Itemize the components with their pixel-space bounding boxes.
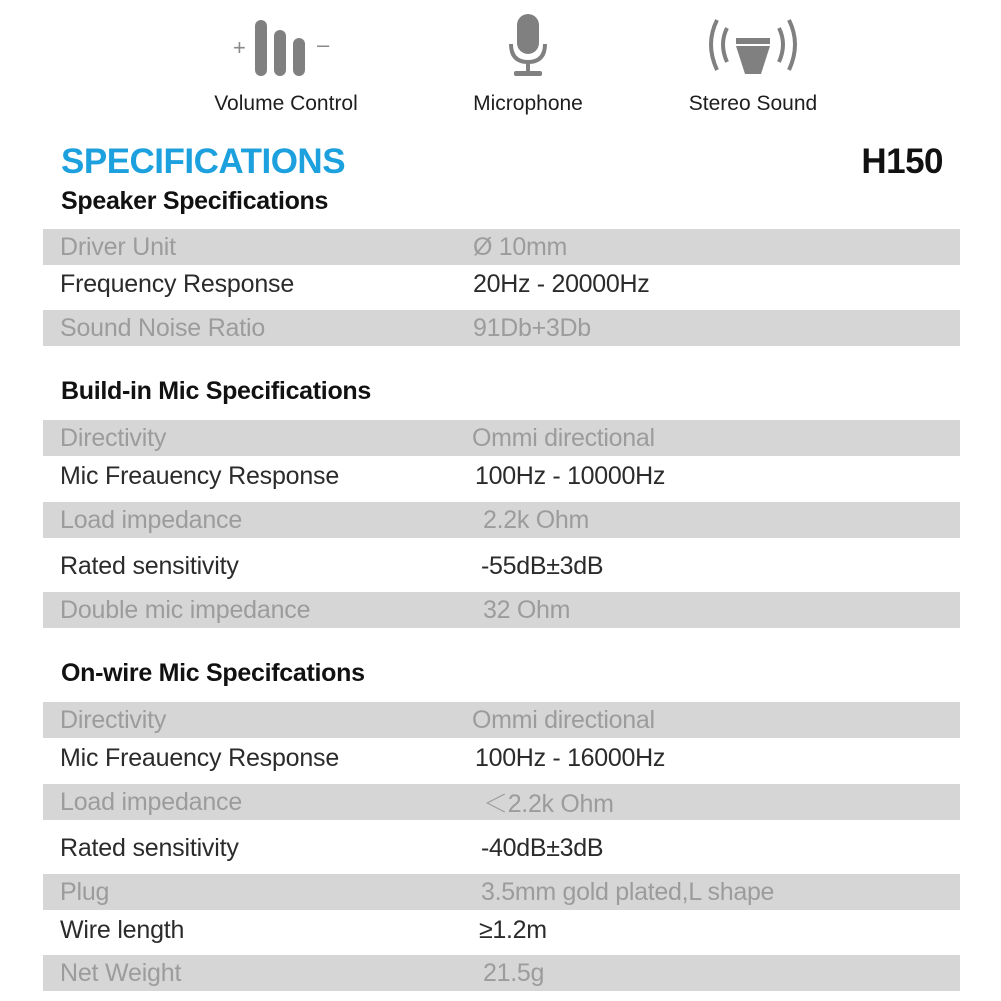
spec-key: Directivity [60, 705, 167, 734]
spec-key: Net Weight [60, 958, 182, 987]
spec-key: Load impedance [60, 787, 243, 816]
spec-row [43, 874, 960, 910]
spec-key: Frequency Response [60, 269, 295, 298]
microphone-icon [498, 12, 558, 78]
spec-value: Ø 10mm [473, 232, 568, 261]
spec-row [43, 702, 960, 738]
svg-text:+: + [233, 35, 246, 60]
spec-value: 2.2k Ohm [483, 505, 589, 534]
spec-value: 91Db+3Db [473, 313, 591, 342]
spec-key: Rated sensitivity [60, 833, 239, 862]
feature-icons [0, 0, 1001, 140]
spec-key: Mic Freauency Response [60, 743, 340, 772]
model-name: H150 [861, 142, 943, 181]
spec-key: Wire length [60, 915, 185, 944]
spec-row [43, 830, 960, 866]
spec-value: 3.5mm gold plated,L shape [481, 877, 775, 906]
feature-label: Microphone [473, 92, 583, 115]
spec-value: -55dB±3dB [481, 551, 604, 580]
spec-row [43, 592, 960, 628]
feature-microphone [448, 12, 608, 116]
spec-value: 20Hz - 20000Hz [473, 269, 650, 298]
spec-row [43, 955, 960, 991]
spec-value: ≥1.2m [479, 915, 547, 944]
spec-key: Double mic impedance [60, 595, 311, 624]
spec-value: 100Hz - 10000Hz [475, 461, 666, 490]
spec-key: Driver Unit [60, 232, 176, 261]
page-title: SPECIFICATIONS [61, 142, 346, 181]
spec-row [43, 458, 960, 494]
spec-row [43, 420, 960, 456]
spec-value: 100Hz - 16000Hz [475, 743, 666, 772]
spec-key: Plug [60, 877, 110, 906]
spec-value: 21.5g [483, 958, 545, 987]
spec-key: Mic Freauency Response [60, 461, 340, 490]
spec-row [43, 912, 960, 948]
spec-row [43, 784, 960, 820]
section-title-speaker: Speaker Specifications [61, 187, 329, 215]
spec-value: ＜2.2k Ohm [483, 790, 614, 818]
section-title-build-in-mic: Build-in Mic Specifications [61, 377, 371, 405]
spec-value: Ommi directional [472, 423, 655, 452]
section-title-on-wire-mic: On-wire Mic Specifcations [61, 659, 365, 687]
feature-stereo-sound [668, 12, 838, 116]
feature-label: Stereo Sound [688, 92, 818, 115]
feature-label: Volume Control [214, 92, 358, 115]
svg-text:–: – [317, 32, 330, 57]
spec-key: Directivity [60, 423, 167, 452]
spec-key: Load impedance [60, 505, 243, 534]
spec-row [43, 502, 960, 538]
spec-key: Sound Noise Ratio [60, 313, 266, 342]
volume-control-icon [231, 12, 341, 78]
spec-row [43, 229, 960, 265]
spec-value: 32 Ohm [483, 595, 571, 624]
spec-row [43, 740, 960, 776]
spec-value: Ommi directional [472, 705, 655, 734]
stereo-sound-icon [703, 12, 803, 78]
spec-row [43, 310, 960, 346]
spec-row [43, 266, 960, 302]
spec-row [43, 548, 960, 584]
spec-key: Rated sensitivity [60, 551, 239, 580]
spec-value: -40dB±3dB [481, 833, 604, 862]
feature-volume-control [196, 12, 376, 116]
